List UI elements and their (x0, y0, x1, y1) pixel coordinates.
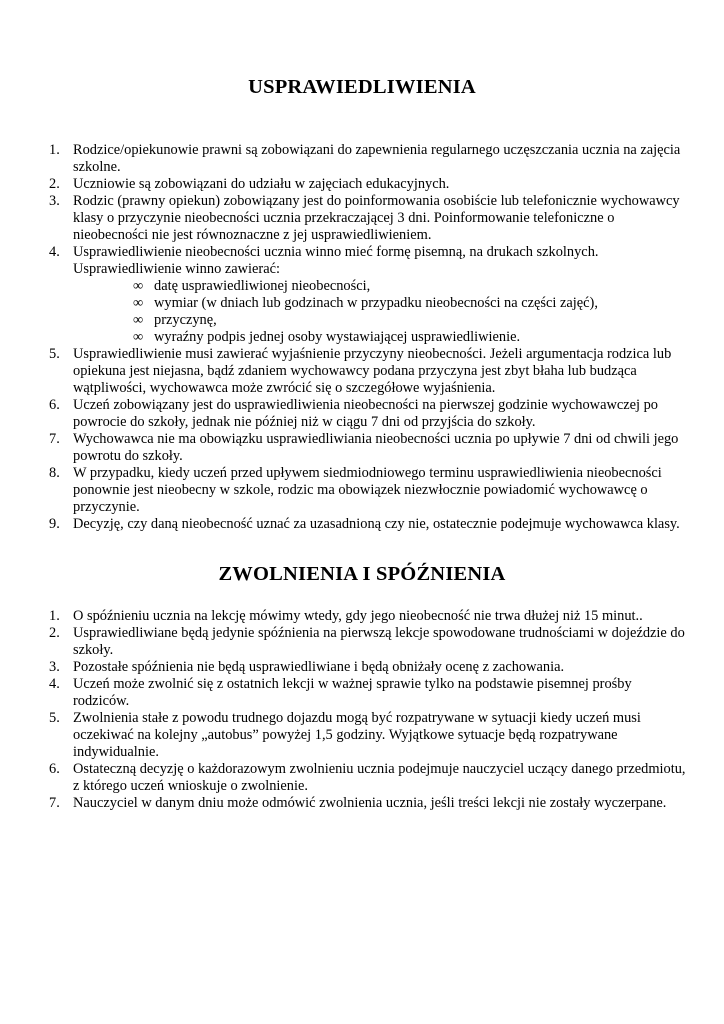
item-text: Wychowawca nie ma obowiązku usprawiedliwiania nieobecności ucznia po upływie 7 dni od chwili jego powrotu do szkoły. (73, 431, 679, 464)
list-item (41, 516, 691, 533)
item-number: 9. (49, 516, 60, 532)
item-number: 2. (49, 625, 60, 641)
list-item (41, 142, 691, 176)
sublist-item-text: wyraźny podpis jednej osoby wystawiającej usprawiedliwienie. (154, 329, 521, 345)
sublist-item (133, 312, 691, 329)
item-number: 8. (49, 465, 60, 481)
item-text: O spóźnieniu ucznia na lekcję mówimy wtedy, gdy jego nieobecność nie trwa dłużej niż 15 minut.. (73, 608, 643, 624)
list-item (41, 608, 691, 625)
item-text: Uczniowie są zobowiązani do udziału w zajęciach edukacyjnych. (73, 176, 450, 192)
item-number: 3. (49, 659, 60, 675)
item-text: Usprawiedliwiane będą jedynie spóźnienia na pierwszą lekcje spowodowane trudnościami w dojeździe do szkoły. (73, 625, 685, 658)
list-item (41, 625, 691, 659)
item-text: Uczeń może zwolnić się z ostatnich lekcji w ważnej sprawie tylko na podstawie pisemnej prośby rodziców. (73, 676, 632, 709)
sublist-item-text: wymiar (w dniach lub godzinach w przypadku nieobecności na części zajęć), (154, 295, 598, 311)
item-number: 4. (49, 676, 60, 692)
item-number: 5. (49, 346, 60, 362)
infinity-bullet-icon: ∞ (133, 278, 144, 294)
section-title-usprawiedliwienia: USPRAWIEDLIWIENIA (248, 76, 476, 98)
item-number: 7. (49, 795, 60, 811)
infinity-bullet-icon: ∞ (133, 329, 144, 345)
zwolnienia-list (41, 608, 691, 812)
list-item (41, 659, 691, 676)
list-item (41, 346, 691, 397)
item-text: Usprawiedliwienie nieobecności ucznia winno mieć formę pisemną, na drukach szkolnych. Usprawiedliwienie winno zawierać: (73, 244, 599, 277)
requirements-sublist (73, 278, 691, 346)
infinity-bullet-icon: ∞ (133, 312, 144, 328)
sublist-item (133, 278, 691, 295)
sublist-item (133, 329, 691, 346)
list-item (41, 193, 691, 244)
item-number: 7. (49, 431, 60, 447)
usprawiedliwienia-list (41, 142, 691, 533)
item-text: Rodzic (prawny opiekun) zobowiązany jest do poinformowania osobiście lub telefonicznie wychowawcy klasy o przyczynie nieobecności ucznia przekraczającej 3 dni. Poinformowanie telefoniczne o nieobecności nie jest równoznaczne z jej usprawiedliwieniem. (73, 193, 680, 243)
section-title-zwolnienia: ZWOLNIENIA I SPÓŹNIENIA (218, 563, 506, 585)
list-item (41, 431, 691, 465)
item-number: 3. (49, 193, 60, 209)
list-item (41, 761, 691, 795)
list-item (41, 465, 691, 516)
item-number: 6. (49, 397, 60, 413)
item-text: Uczeń zobowiązany jest do usprawiedliwienia nieobecności na pierwszej godzinie wychowawczej po powrocie do szkoły, jednak nie później niż w ciągu 7 dni od przyjścia do szkoły. (73, 397, 658, 430)
sublist-item-text: datę usprawiedliwionej nieobecności, (154, 278, 371, 294)
item-text: Nauczyciel w danym dniu może odmówić zwolnienia ucznia, jeśli treści lekcji nie zostały wyczerpane. (73, 795, 667, 811)
item-number: 4. (49, 244, 60, 260)
list-item (41, 710, 691, 761)
list-item (41, 676, 691, 710)
item-text: Pozostałe spóźnienia nie będą usprawiedliwiane i będą obniżały ocenę z zachowania. (73, 659, 565, 675)
item-text: Rodzice/opiekunowie prawni są zobowiązani do zapewnienia regularnego uczęszczania ucznia na zajęcia szkolne. (73, 142, 681, 175)
list-item (41, 176, 691, 193)
item-number: 1. (49, 608, 60, 624)
infinity-bullet-icon: ∞ (133, 295, 144, 311)
item-text: Ostateczną decyzję o każdorazowym zwolnieniu ucznia podejmuje nauczyciel uczący danego przedmiotu, z którego uczeń wnioskuje o zwolnienie. (73, 761, 686, 794)
sublist-item-text: przyczynę, (154, 312, 217, 328)
item-number: 6. (49, 761, 60, 777)
item-number: 1. (49, 142, 60, 158)
sublist-item (133, 295, 691, 312)
list-item (41, 244, 691, 346)
item-text: W przypadku, kiedy uczeń przed upływem siedmiodniowego terminu usprawiedliwienia nieobecności ponownie jest nieobecny w szkole, rodzic ma obowiązek niezwłocznie powiadomić wychowawcę o przyczynie. (73, 465, 662, 515)
item-number: 5. (49, 710, 60, 726)
list-item (41, 397, 691, 431)
item-number: 2. (49, 176, 60, 192)
item-text: Decyzję, czy daną nieobecność uznać za uzasadnioną czy nie, ostatecznie podejmuje wychowawca klasy. (73, 516, 680, 532)
item-text: Usprawiedliwienie musi zawierać wyjaśnienie przyczyny nieobecności. Jeżeli argumentacja rodzica lub opiekuna jest niejasna, bądź zdaniem wychowawcy podana przyczyna jest zbyt błaha lub budząca wątpliwości, wychowawca może zwrócić się o szczegółowe wyjaśnienia. (73, 346, 672, 396)
list-item (41, 795, 691, 812)
item-text: Zwolnienia stałe z powodu trudnego dojazdu mogą być rozpatrywane w sytuacji kiedy uczeń musi oczekiwać na kolejny „autobus” powyżej 1,5 godziny. Wyjątkowe sytuacje będą rozpatrywane indywidualnie. (73, 710, 641, 760)
